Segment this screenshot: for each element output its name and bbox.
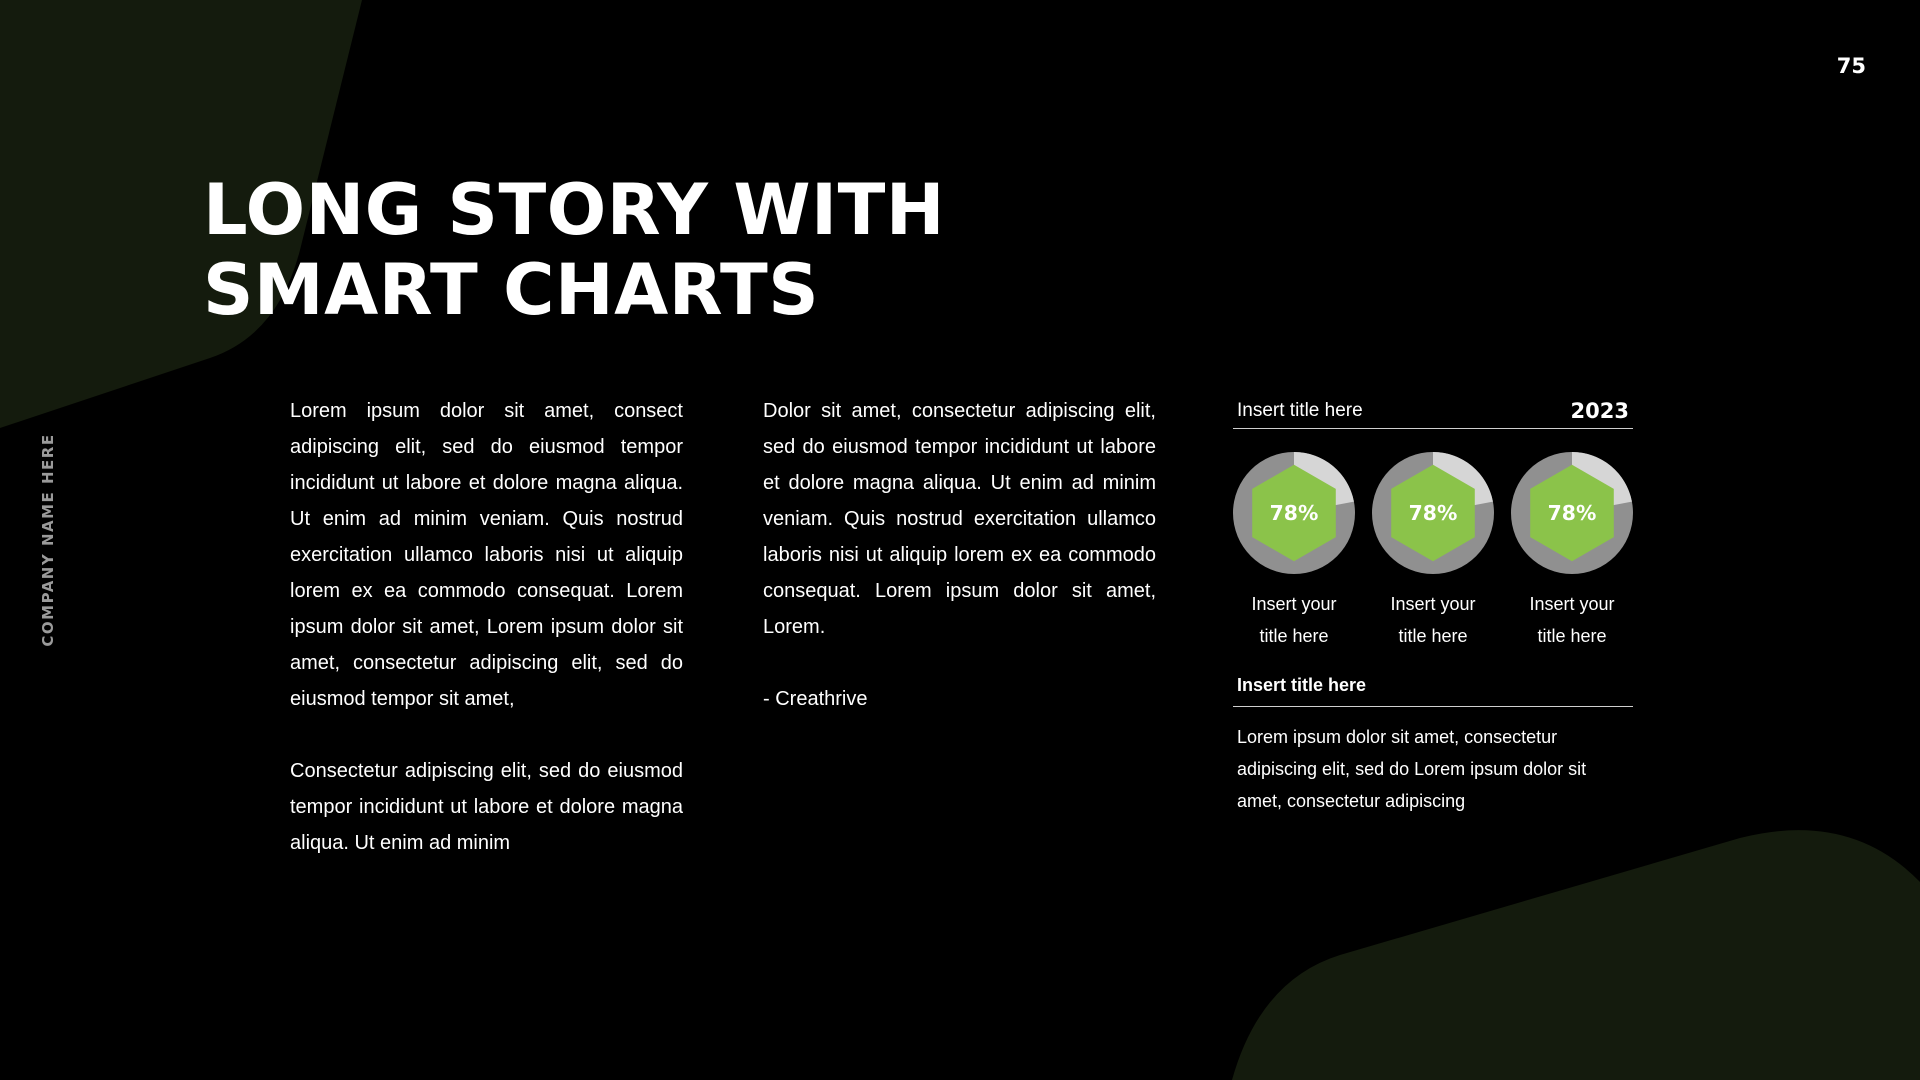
gauge-caption-line-2: title here <box>1259 626 1329 646</box>
title-line-1: LONG STORY WITH <box>203 169 945 251</box>
panel-section-title: Insert title here <box>1233 670 1633 707</box>
gauge-value: 78% <box>1408 501 1458 526</box>
column2-attribution: - Creathrive <box>763 688 868 710</box>
gauge-caption-line-2: title here <box>1398 626 1468 646</box>
gauge-row <box>1233 452 1633 652</box>
gauge-caption-line-1: Insert your <box>1251 594 1337 614</box>
page-number: 75 <box>1836 54 1866 78</box>
text-column-1 <box>290 393 683 861</box>
company-name-label <box>38 433 58 647</box>
column1-paragraph-2: Consectetur adipiscing elit, sed do eiusmod tempor incididunt ut labore et dolore magna aliqua. Ut enim ad minim <box>290 760 683 854</box>
panel-year: 2023 <box>1570 398 1629 423</box>
stats-panel <box>1233 393 1633 817</box>
gauge-2 <box>1372 452 1494 652</box>
text-column-2 <box>763 393 1156 717</box>
panel-title: Insert title here <box>1237 399 1363 421</box>
gauge-2-chart <box>1372 452 1494 574</box>
column2-paragraph-1: Dolor sit amet, consectetur adipiscing elit, sed do eiusmod tempor incididunt ut labore et dolore magna aliqua. Ut enim ad minim veniam. Quis nostrud exercitation ullamco laboris nisi ut aliquip lorem ex ea commodo consequat. Lorem ipsum dolor sit amet, Lorem. <box>763 400 1156 638</box>
gauge-value: 78% <box>1269 501 1319 526</box>
gauge-1-chart <box>1233 452 1355 574</box>
panel-section-body: Lorem ipsum dolor sit amet, consectetur adipiscing elit, sed do Lorem ipsum dolor sit amet, consectetur adipiscing <box>1237 727 1587 811</box>
page-title <box>203 170 945 330</box>
gauge-value: 78% <box>1547 501 1597 526</box>
gauge-caption-line-2: title here <box>1537 626 1607 646</box>
company-name-text: COMPANY NAME HERE <box>39 433 57 647</box>
column1-paragraph-1: Lorem ipsum dolor sit amet, consect adipiscing elit, sed do eiusmod tempor incididunt ut labore et dolore magna aliqua. Ut enim ad minim veniam. Quis nostrud exercitation ullamco laboris nisi ut aliquip lorem ex ea commodo consequat. Lorem ipsum dolor sit amet, Lorem ipsum dolor sit amet, consectetur adipiscing elit, sed do eiusmod tempor sit amet, <box>290 400 683 710</box>
gauge-3 <box>1511 452 1633 652</box>
gauge-caption-line-1: Insert your <box>1390 594 1476 614</box>
title-line-2: SMART CHARTS <box>203 249 820 331</box>
gauge-1 <box>1233 452 1355 652</box>
gauge-caption <box>1511 588 1633 652</box>
gauge-caption-line-1: Insert your <box>1529 594 1615 614</box>
gauge-caption <box>1372 588 1494 652</box>
panel-header <box>1233 393 1633 429</box>
bottom-right-accent-shape <box>1232 830 1920 1080</box>
gauge-3-chart <box>1511 452 1633 574</box>
gauge-caption <box>1233 588 1355 652</box>
